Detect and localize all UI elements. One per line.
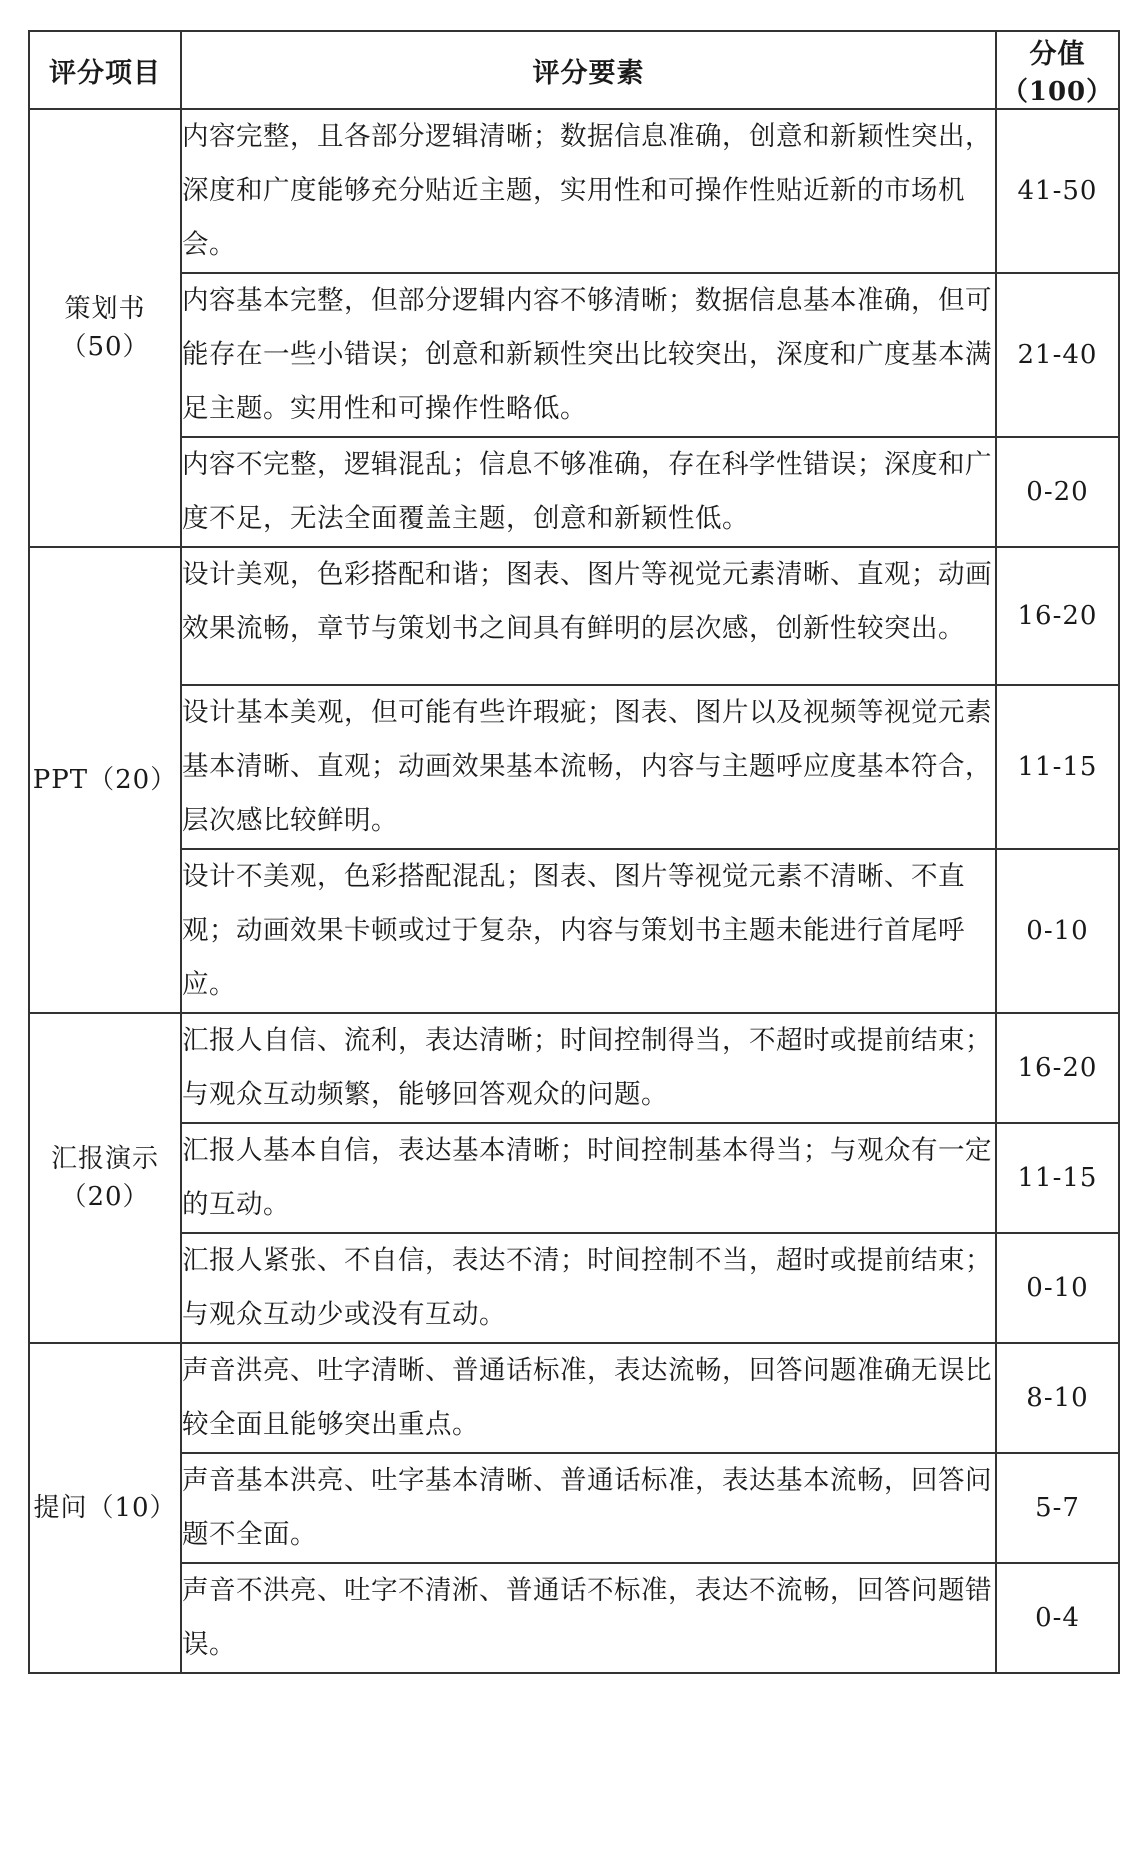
header-row	[29, 31, 1119, 109]
criteria-cell: 汇报人紧张、不自信，表达不清；时间控制不当，超时或提前结束；与观众互动少或没有互动。	[181, 1233, 996, 1343]
criteria-cell: 声音基本洪亮、吐字基本清晰、普通话标准，表达基本流畅，回答问题不全面。	[181, 1453, 996, 1563]
criteria-cell: 声音洪亮、吐字清晰、普通话标准，表达流畅，回答问题准确无误比较全面且能够突出重点。	[181, 1343, 996, 1453]
criteria-cell: 汇报人基本自信，表达基本清晰；时间控制基本得当；与观众有一定的互动。	[181, 1123, 996, 1233]
criteria-cell: 内容不完整，逻辑混乱；信息不够准确，存在科学性错误；深度和广度不足，无法全面覆盖主题，创意和新颖性低。	[181, 437, 996, 547]
header-criteria: 评分要素	[181, 31, 996, 109]
table-row	[29, 1013, 1119, 1123]
header-score	[996, 31, 1119, 109]
category-points: （50）	[60, 332, 150, 362]
criteria-cell: 设计不美观，色彩搭配混乱；图表、图片等视觉元素不清晰、不直观；动画效果卡顿或过于复杂，内容与策划书主题未能进行首尾呼应。	[181, 849, 996, 1013]
criteria-cell: 声音不洪亮、吐字不清淅、普通话不标准，表达不流畅，回答问题错误。	[181, 1563, 996, 1673]
criteria-cell: 汇报人自信、流利，表达清晰；时间控制得当，不超时或提前结束；与观众互动频繁，能够回答观众的问题。	[181, 1013, 996, 1123]
score-cell: 0-10	[996, 849, 1119, 1013]
header-score-total: （100）	[1001, 77, 1114, 107]
score-cell: 11-15	[996, 685, 1119, 849]
category-name: 提问（10）	[33, 1493, 177, 1523]
table-row	[29, 273, 1119, 437]
table-row	[29, 1563, 1119, 1673]
criteria-cell: 设计基本美观，但可能有些许瑕疵；图表、图片以及视频等视觉元素基本清晰、直观；动画效果基本流畅，内容与主题呼应度基本符合，层次感比较鲜明。	[181, 685, 996, 849]
score-cell: 21-40	[996, 273, 1119, 437]
table-row	[29, 1343, 1119, 1453]
score-cell: 0-4	[996, 1563, 1119, 1673]
category-name: 汇报演示	[50, 1144, 159, 1174]
category-points: （20）	[60, 1182, 150, 1212]
score-cell: 0-20	[996, 437, 1119, 547]
table-row	[29, 849, 1119, 1013]
score-cell: 8-10	[996, 1343, 1119, 1453]
score-cell: 0-10	[996, 1233, 1119, 1343]
category-cell	[29, 547, 181, 1013]
header-item: 评分项目	[29, 31, 181, 109]
score-cell: 16-20	[996, 1013, 1119, 1123]
category-cell	[29, 109, 181, 547]
scoring-rubric-table	[28, 30, 1120, 1674]
score-cell: 16-20	[996, 547, 1119, 685]
table-row	[29, 109, 1119, 273]
table-row	[29, 547, 1119, 685]
table-row	[29, 437, 1119, 547]
table-row	[29, 1233, 1119, 1343]
criteria-cell: 设计美观，色彩搭配和谐；图表、图片等视觉元素清晰、直观；动画效果流畅，章节与策划书之间具有鲜明的层次感，创新性较突出。	[181, 547, 996, 685]
table-row	[29, 685, 1119, 849]
category-name: PPT（20）	[32, 765, 178, 795]
score-cell: 11-15	[996, 1123, 1119, 1233]
criteria-cell: 内容基本完整，但部分逻辑内容不够清晰；数据信息基本准确，但可能存在一些小错误；创意和新颖性突出比较突出，深度和广度基本满足主题。实用性和可操作性略低。	[181, 273, 996, 437]
category-name: 策划书	[64, 294, 146, 324]
category-cell	[29, 1343, 181, 1673]
score-cell: 41-50	[996, 109, 1119, 273]
criteria-cell: 内容完整，且各部分逻辑清晰；数据信息准确，创意和新颖性突出，深度和广度能够充分贴近主题，实用性和可操作性贴近新的市场机会。	[181, 109, 996, 273]
table-row	[29, 1453, 1119, 1563]
table-row	[29, 1123, 1119, 1233]
score-cell: 5-7	[996, 1453, 1119, 1563]
header-score-label: 分值	[1029, 39, 1086, 70]
category-cell	[29, 1013, 181, 1343]
